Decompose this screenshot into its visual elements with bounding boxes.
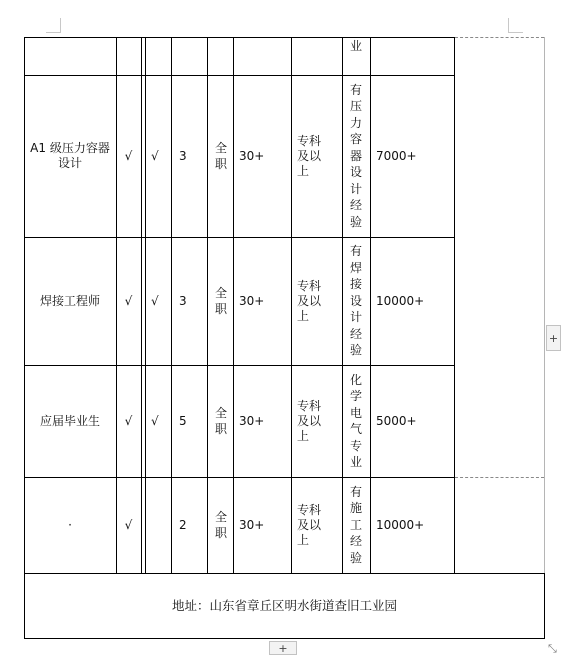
job-type-cell: 全职 [214,285,227,316]
check-mark-cell: √ [151,413,159,428]
table-border [207,37,208,573]
table-border [342,37,343,573]
position-cell: 应届毕业生 [39,413,100,428]
position-cell: 焊接工程师 [39,293,100,308]
requirement-cell: 有焊接设计经验 [349,244,362,358]
add-row-button[interactable]: + [269,641,297,655]
education-cell: 专科及以上 [297,502,322,547]
job-type-cell: 全职 [214,405,227,436]
job-type-cell: 全职 [214,140,227,171]
requirement-cell: 有压力容器设计经验 [349,82,362,229]
check-mark-cell: √ [124,148,133,163]
table-border [24,638,545,639]
cell-guide-line [455,477,544,478]
page-corner-mark [508,18,523,33]
check-mark-cell: √ [124,293,133,308]
salary-cell: 5000+ [376,413,417,428]
headcount-cell: 5 [179,413,187,428]
check-mark-cell: √ [124,517,133,532]
page-corner-mark [46,18,61,33]
requirement-cell: 有施工经验 [349,484,362,565]
salary-cell: 10000+ [376,517,425,532]
education-cell: 专科及以上 [297,133,322,178]
requirement-cell: 业 [349,39,362,53]
check-mark-cell: √ [124,413,133,428]
table-border [454,37,455,573]
education-cell: 专科及以上 [297,398,322,443]
age-cell: 30+ [239,517,265,532]
age-cell [233,37,291,75]
check-mark-cell: √ [151,293,159,308]
position-cell: · [68,517,72,532]
headcount-cell: 2 [179,517,187,532]
check-mark-cell [145,477,171,573]
headcount-cell [171,37,207,75]
salary-cell [370,37,454,75]
requirement-cell: 化学电气专业 [349,372,362,469]
address-text: 地址：山东省章丘区明水街道查旧工业园 [171,598,397,613]
position-cell [24,37,116,75]
age-cell: 30+ [239,413,265,428]
salary-cell: 7000+ [376,148,417,163]
education-cell: 专科及以上 [297,278,322,323]
salary-cell: 10000+ [376,293,425,308]
table-resize-handle[interactable]: ⤡ [548,642,557,655]
job-type-cell: 全职 [214,509,227,540]
headcount-cell: 3 [179,293,187,308]
check-mark-cell [116,37,141,75]
check-mark-cell: √ [151,148,159,163]
table-border [141,37,142,573]
age-cell: 30+ [239,293,265,308]
headcount-cell: 3 [179,148,187,163]
position-cell: A1 级压力容器设计 [30,141,110,170]
add-column-button[interactable]: + [546,325,561,351]
check-mark-cell [145,37,171,75]
education-cell [291,37,321,75]
age-cell: 30+ [239,148,265,163]
cell-guide-line [455,37,544,38]
